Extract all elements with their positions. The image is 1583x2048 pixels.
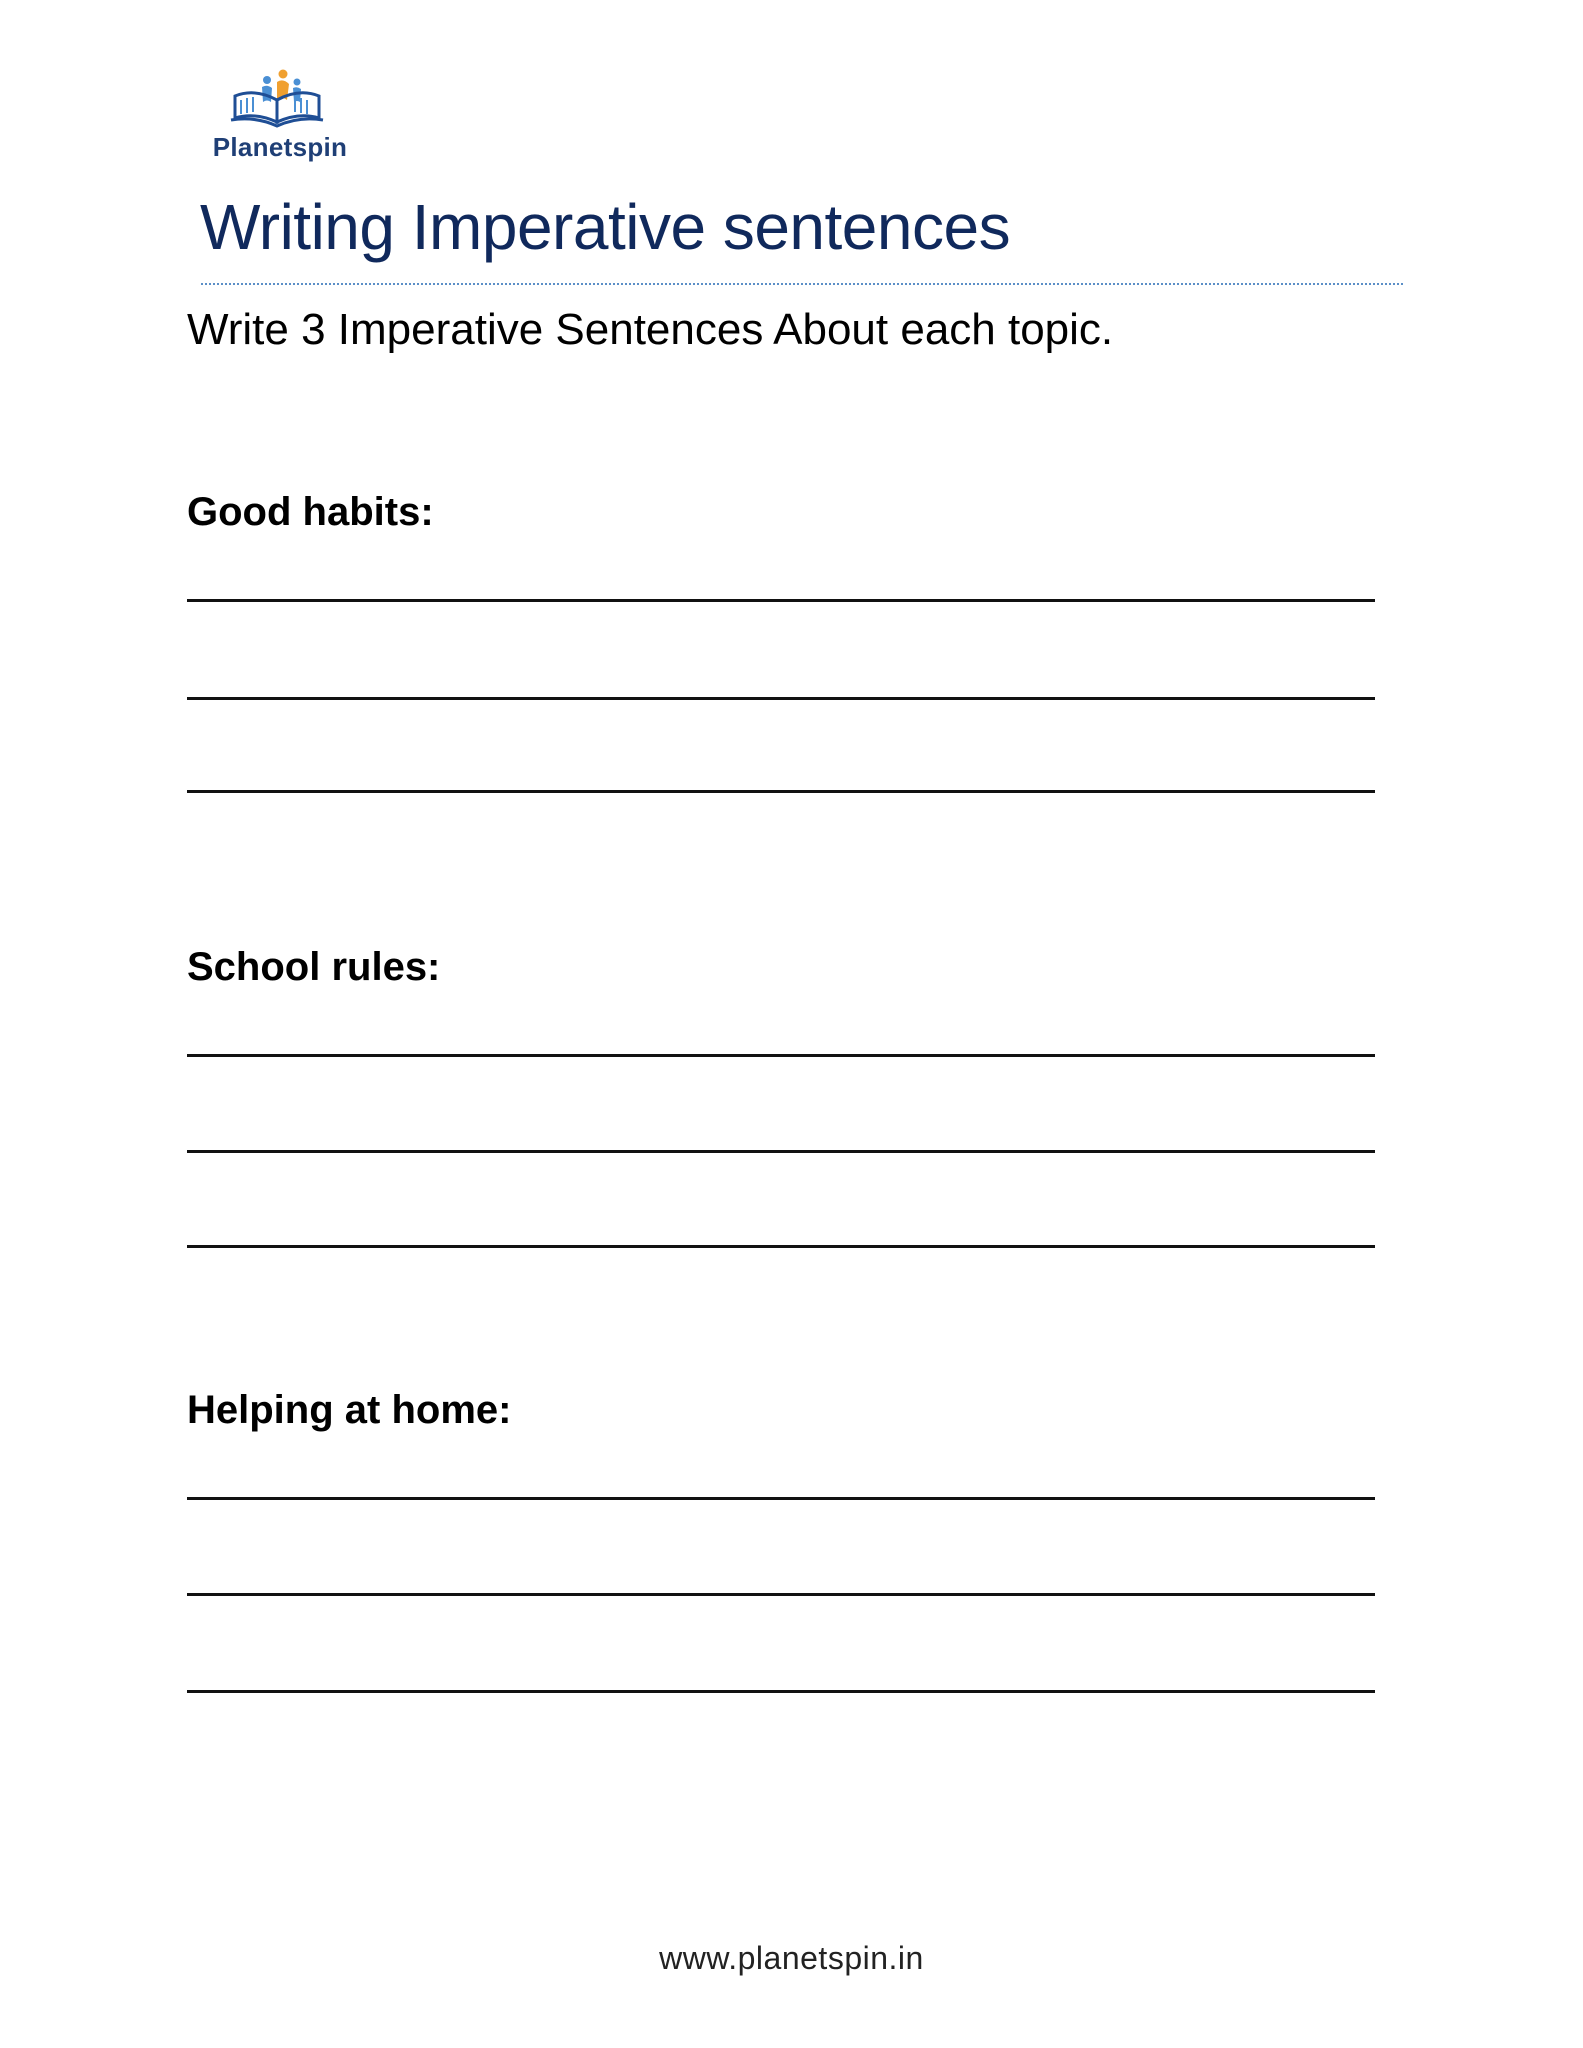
title-divider (201, 283, 1403, 285)
section-heading-helping-at-home: Helping at home: (187, 1388, 512, 1432)
section-heading-good-habits: Good habits: (187, 490, 434, 534)
open-book-with-figures-icon (227, 66, 327, 128)
answer-line[interactable] (187, 1593, 1375, 1596)
answer-line[interactable] (187, 1054, 1375, 1057)
answer-line[interactable] (187, 1150, 1375, 1153)
logo-text: Planetspin (212, 132, 348, 162)
answer-line[interactable] (187, 790, 1375, 793)
section-heading-school-rules: School rules: (187, 945, 441, 989)
instruction-text: Write 3 Imperative Sentences About each topic. (187, 305, 1114, 354)
answer-line[interactable] (187, 1690, 1375, 1693)
page-title: Writing Imperative sentences (200, 191, 1011, 263)
footer-url: www.planetspin.in (659, 1940, 924, 1976)
answer-line[interactable] (187, 1245, 1375, 1248)
planetspin-logo (205, 66, 355, 174)
answer-line[interactable] (187, 697, 1375, 700)
answer-line[interactable] (187, 1497, 1375, 1500)
answer-line[interactable] (187, 599, 1375, 602)
